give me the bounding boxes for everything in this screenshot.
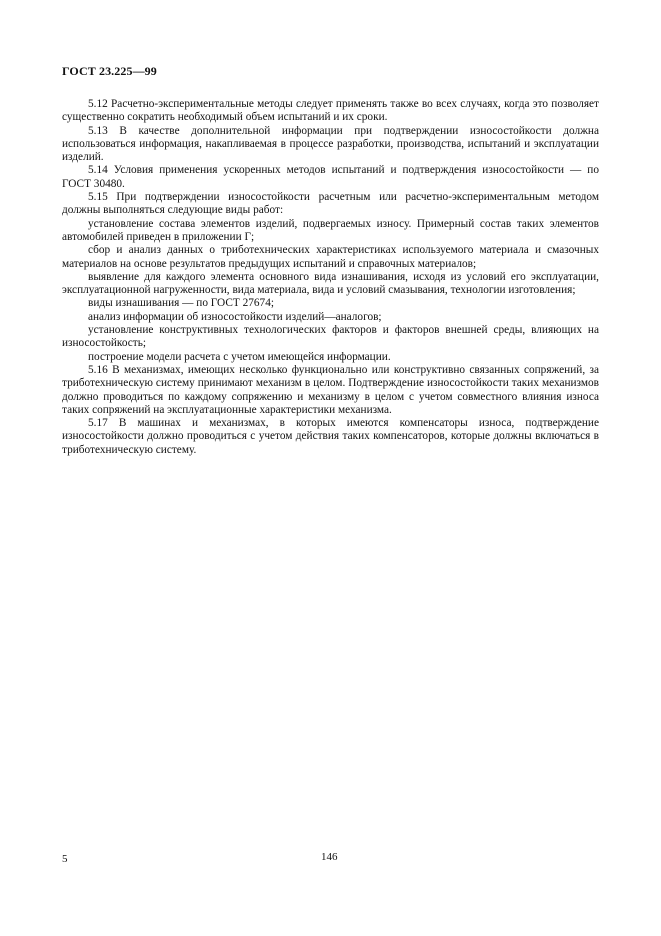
list-item-composition: установление состава элементов изделий, подвергаемых износу. Примерный состав таких элементов автомобилей приведен в приложении Г; xyxy=(62,217,599,243)
sheet-number: 146 xyxy=(321,851,338,863)
paragraph-5-14: 5.14 Условия применения ускоренных методов испытаний и подтверждения износостойкости — по ГОСТ 30480. xyxy=(62,164,599,190)
paragraph-5-17: 5.17 В машинах и механизмах, в которых имеются компенсаторы износа, подтверждение износостойкости должно проводиться с учетом действия таких компенсаторов, которые должны включаться в триботехническую систему. xyxy=(62,417,599,456)
paragraph-5-16: 5.16 В механизмах, имеющих несколько функционально или конструктивно связанных сопряжений, за триботехническую систему принимают механизм в целом. Подтверждение износостойкости таких механизмов должно проводиться по каждому сопряжению и механизму в целом с учетом совместного влияния износа таких сопряжений на эксплуатационные характеристики механизма. xyxy=(62,363,599,416)
list-item-factors: установление конструктивных технологических факторов и факторов внешней среды, влияющих на износостойкость; xyxy=(62,324,599,350)
paragraph-5-12: 5.12 Расчетно-экспериментальные методы следует применять также во всех случаях, когда это позволяет существенно сократить необходимый объем испытаний и их сроки. xyxy=(62,98,599,124)
list-item-data-analysis: сбор и анализ данных о триботехнических характеристиках используемого материала и смазочных материалов на основе результатов предыдущих испытаний и справочных материалов; xyxy=(62,244,599,270)
document-header: ГОСТ 23.225—99 xyxy=(62,64,157,78)
document-body xyxy=(62,98,599,457)
paragraph-5-15: 5.15 При подтверждении износостойкости расчетным или расчетно-экспериментальным методом должны выполняться следующие виды работ: xyxy=(62,191,599,217)
paragraph-5-13: 5.13 В качестве дополнительной информации при подтверждении износостойкости должна использоваться информация, накапливаемая в процессе разработки, производства, испытаний и эксплуатации изделий. xyxy=(62,124,599,164)
list-item-model: построение модели расчета с учетом имеющейся информации. xyxy=(88,350,391,363)
page-number: 5 xyxy=(62,853,68,865)
list-item-wear-type: выявление для каждого элемента основного вида изнашивания, исходя из условий его эксплуатации, эксплуатационной нагруженности, вида материала, вида и условий смазывания, технологии изготовления; xyxy=(62,270,599,297)
list-item-wear-types-ref: виды изнашивания — по ГОСТ 27674; xyxy=(88,297,274,310)
list-item-analogues: анализ информации об износостойкости изделий—аналогов; xyxy=(88,310,382,323)
